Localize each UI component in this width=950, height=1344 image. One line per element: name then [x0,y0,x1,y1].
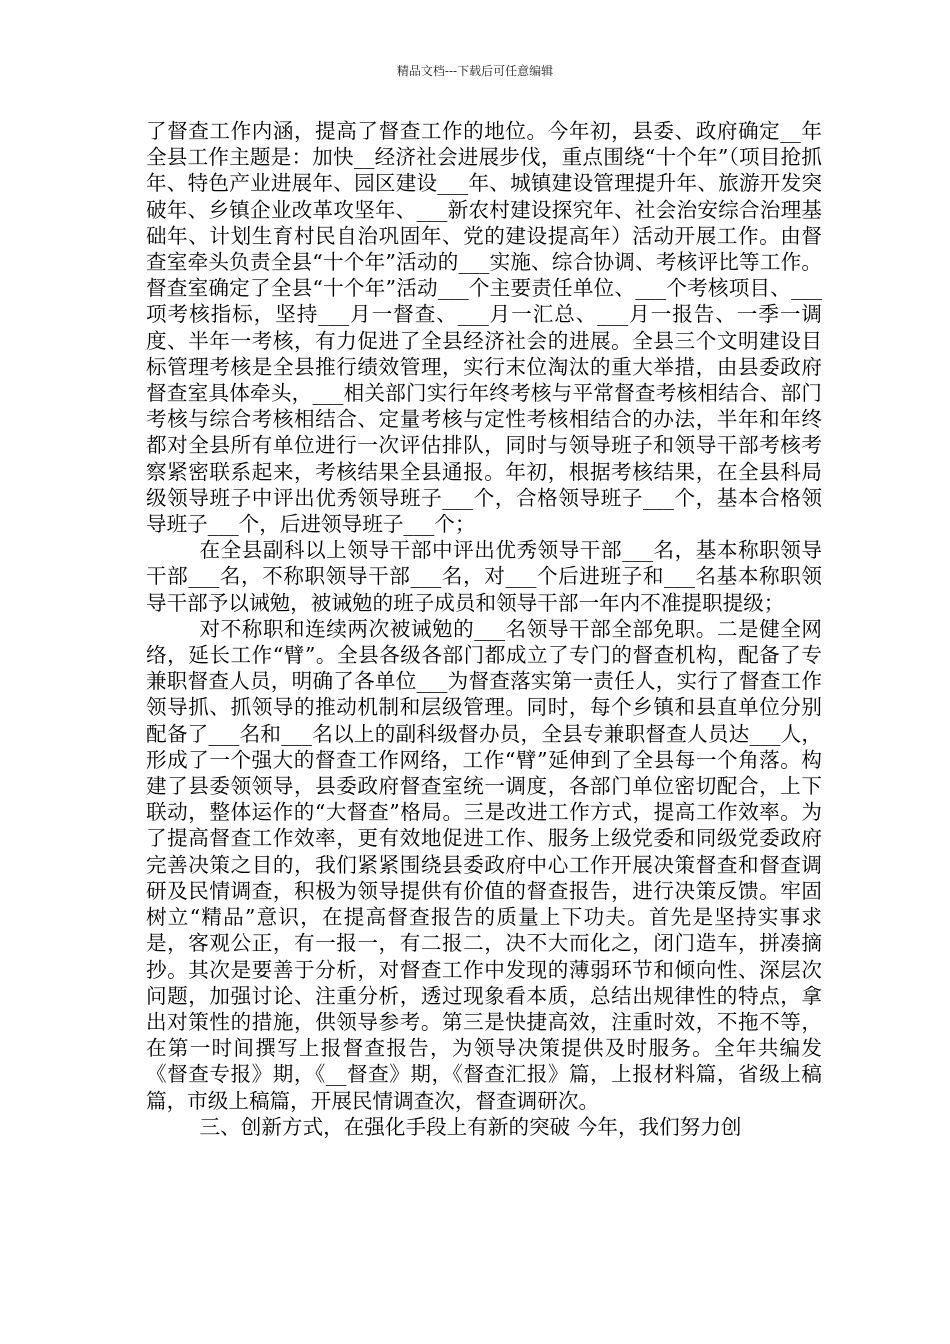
document-body [146,118,822,1140]
paragraph-2: 在全县副科以上领导干部中评出优秀领导干部___名，基本称职领导干部___名，不称职领导干部___名，对___个后进班子和___名基本称职领导干部予以诫勉，被诫勉的班子成员和领导干部一年内不准提职提级； [146,538,822,615]
paragraph-3: 对不称职和连续两次被诫勉的___名领导干部全部免职。二是健全网络，延长工作“臂”。全县各级各部门都成立了专门的督查机构，配备了专兼职督查人员，明确了各单位___为督查落实第一责任人，实行了督查工作领导抓、抓领导的推动机制和层级管理。同时，每个乡镇和县直单位分别配备了___名和___名以上的副科级督办员，全县专兼职督查人员达___人，形成了一个强大的督查工作网络，工作“臂”延伸到了全县每一个角落。构建了县委领领导，县委政府督查室统一调度，各部门单位密切配合，上下联动，整体运作的“大督查”格局。三是改进工作方式，提高工作效率。为了提高督查工作效率，更有效地促进工作、服务上级党委和同级党委政府完善决策之目的，我们紧紧围绕县委政府中心工作开展决策督查和督查调研及民情调查，积极为领导提供有价值的督查报告，进行决策反馈。牢固树立“精品”意识，在提高督查报告的质量上下功夫。首先是坚持实事求是，客观公正，有一报一，有二报二，决不大而化之，闭门造车，拼凑摘抄。其次是要善于分析，对督查工作中发现的薄弱环节和倾向性、深层次问题，加强讨论、注重分析，透过现象看本质，总结出规律性的特点，拿出对策性的措施，供领导参考。第三是快捷高效，注重时效，不拖不等，在第一时间撰写上报督查报告，为领导决策提供及时服务。全年共编发《督查专报》期，《__督查》期，《督查汇报》篇，上报材料篇，省级上稿篇，市级上稿篇，开展民情调查次，督查调研次。 [146,616,822,1113]
page-header: 精品文档---下载后可任意编辑 [396,64,554,78]
paragraph-4: 三、创新方式，在强化手段上有新的突破 今年，我们努力创 [199,1114,742,1139]
paragraph-1: 了督查工作内涵，提高了督查工作的地位。今年初，县委、政府确定__年全县工作主题是：加快__经济社会进展步伐，重点围绕“十个年”（项目抢抓年、特色产业进展年、园区建设___年、城镇建设管理提升年、旅游开发突破年、乡镇企业改革攻坚年、___新农村建设探究年、社会治安综合治理基础年、计划生育村民自治巩固年、党的建设提高年）活动开展工作。由督查室牵头负责全县“十个年”活动的___实施、综合协调、考核评比等工作。督查室确定了全县“十个年”活动___个主要责任单位、___个考核项目、___项考核指标，坚持___月一督查、___月一汇总、___月一报告、一季一调度、半年一考核，有力促进了全县经济社会的进展。全县三个文明建设目标管理考核是全县推行绩效管理，实行末位淘汰的重大举措，由县委政府督查室具体牵头，___相关部门实行年终考核与平常督查考核相结合、部门考核与综合考核相结合、定量考核与定性考核相结合的办法，半年和年终都对全县所有单位进行一次评估排队，同时与领导班子和领导干部考核考察紧密联系起来，考核结果全县通报。年初，根据考核结果，在全县科局级领导班子中评出优秀领导班子___个，合格领导班子___个，基本合格领导班子___个，后进领导班子___个； [146,119,822,537]
